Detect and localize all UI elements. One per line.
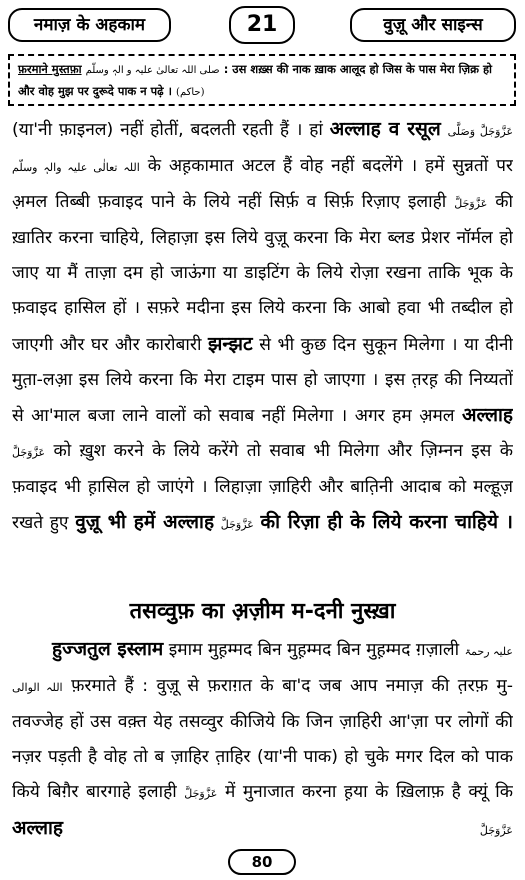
text-run: (या'नी फ़ाइनल) नहीं होतीं, बदलती रहती हैं । हां	[12, 120, 323, 140]
arabic-honorific: علیہ رحمۃ اللہ الوالی	[12, 645, 513, 695]
bold-title: हुज्जतुल इस्लाम	[52, 638, 164, 660]
footer-page-number: 80	[228, 849, 296, 875]
header-chapter-title: वुज़ू और साइन्स	[350, 8, 516, 42]
farmane-mustafa-box	[8, 54, 516, 106]
section-heading: तसव्वुफ़ का अ़ज़ीम म-दनी नुस्ख़ा	[129, 599, 396, 624]
section-text	[12, 632, 513, 842]
arabic-honorific: عَزَّوَجَلَّ	[184, 787, 218, 801]
header-book-title: नमाज़ के अहकाम	[8, 8, 171, 42]
farman-honorific: صلی اللہ تعالیٰ علیہ و الہٖ وسلّم	[85, 65, 220, 76]
paragraph-1	[12, 112, 513, 542]
farman-reference: (حاکم)	[176, 87, 205, 98]
farman-text: : उस शख़्स की नाक ख़ाक आलूद हो जिस के पास मेरा ज़िक्र हो और वोह मुझ पर दुरूदे पाक न पढ़े ।	[18, 62, 493, 98]
main-text	[12, 112, 513, 602]
bold-word: झन्झट	[208, 332, 253, 355]
text-run: फ़रमाते हैं :	[71, 676, 149, 697]
text-run: में मुनाजात करना ह़या के ख़िलाफ़ है क्यूं कि	[224, 782, 513, 803]
arabic-honorific: عَزَّوَجَلَّ	[479, 824, 513, 838]
bold-allah: अल्लाह	[462, 403, 513, 426]
text-run: वुज़ू से फ़राग़त के बा'द जब आप नमाज़ की त़रफ़ मु-तवज्जेह हों उस वक़्त येह तसव्वुर कीजिये कि जिन ज़ाहिरी आ'ज़ा पर लोगों की नज़र पड़ती है वोह तो ब ज़ाहिर त़ाहिर (या'नी पाक) हो चुके मगर दिल को पाक किये बिग़ैर बारगाहे इलाही	[12, 676, 513, 803]
arabic-honorific: عَزَّوَجَلَّ	[220, 518, 254, 532]
bold-phrase: वुज़ू भी हमें अल्लाह	[75, 511, 215, 534]
arabic-honorific: عَزَّوَجَلَّ	[12, 445, 46, 459]
text-run: इमाम मुह़म्मद बिन मुह़म्मद बिन मुह़म्मद ग़ज़ाली	[168, 640, 460, 660]
text-run: को ख़ुश करने के लिये करेंगे तो सवाब भी मिलेगा और ज़िम्नन इस के फ़वाइद भी ह़ासिल हो जाएंगे । लिहाज़ा ज़ाहिरी और बात़िनी आदाब को मल्ह़ूज़ रखते हुए	[12, 440, 513, 534]
farman-label: फ़रमाने मुस्तफ़ा	[18, 62, 82, 76]
text-run: की ख़ातिर करना चाहिये, लिहाज़ा इस लिये वुज़ू करना कि मेरा ब्लड प्रेशर नॉर्मल हो जाए या मैं ताज़ा दम हो जाऊंगा या डाइटिंग के लिये रोज़ा रखना ताकि भूक के फ़वाइद हासिल हों । सफ़रे मदीना इस लिये करना कि आबो हवा भी तब्दील हो जाएगी और घर और कारोबारी	[12, 192, 513, 355]
header-page-number: 21	[229, 6, 295, 44]
bold-allah: अल्लाह	[12, 817, 63, 840]
paragraph-2	[12, 632, 513, 842]
text-run: से भी कुछ दिन सुकून मिलेगा । या दीनी मुत़ा-लआ़ इस लिये करना कि मेरा टाइम पास हो जाएगा । इस त़रह़ की निय्यतों से आ'माल बजा लाने वालों को सवाब नहीं मिलेगा । अगर हम अ़मल	[12, 334, 513, 426]
bold-phrase: की रिज़ा ही के लिये करना चाहिये ।	[260, 511, 513, 534]
bold-allah-rasool: अल्लाह व रसूल	[329, 118, 441, 140]
text-run: के अह़कामात अटल हैं वोह नहीं बदलेंगे । हमें सुन्नतों पर अ़मल तिब्बी फ़वाइद पाने के लिये नहीं सिर्फ़ व सिर्फ़ रिज़ाए इलाही	[12, 156, 513, 213]
arabic-honorific: عَزَّوَجَلَّ	[454, 197, 488, 211]
arabic-honorific: عَزَّوَجَلَّ وَصَلَّی اللہ تعالٰی علیہ والہٖ وسلّم	[12, 125, 513, 175]
